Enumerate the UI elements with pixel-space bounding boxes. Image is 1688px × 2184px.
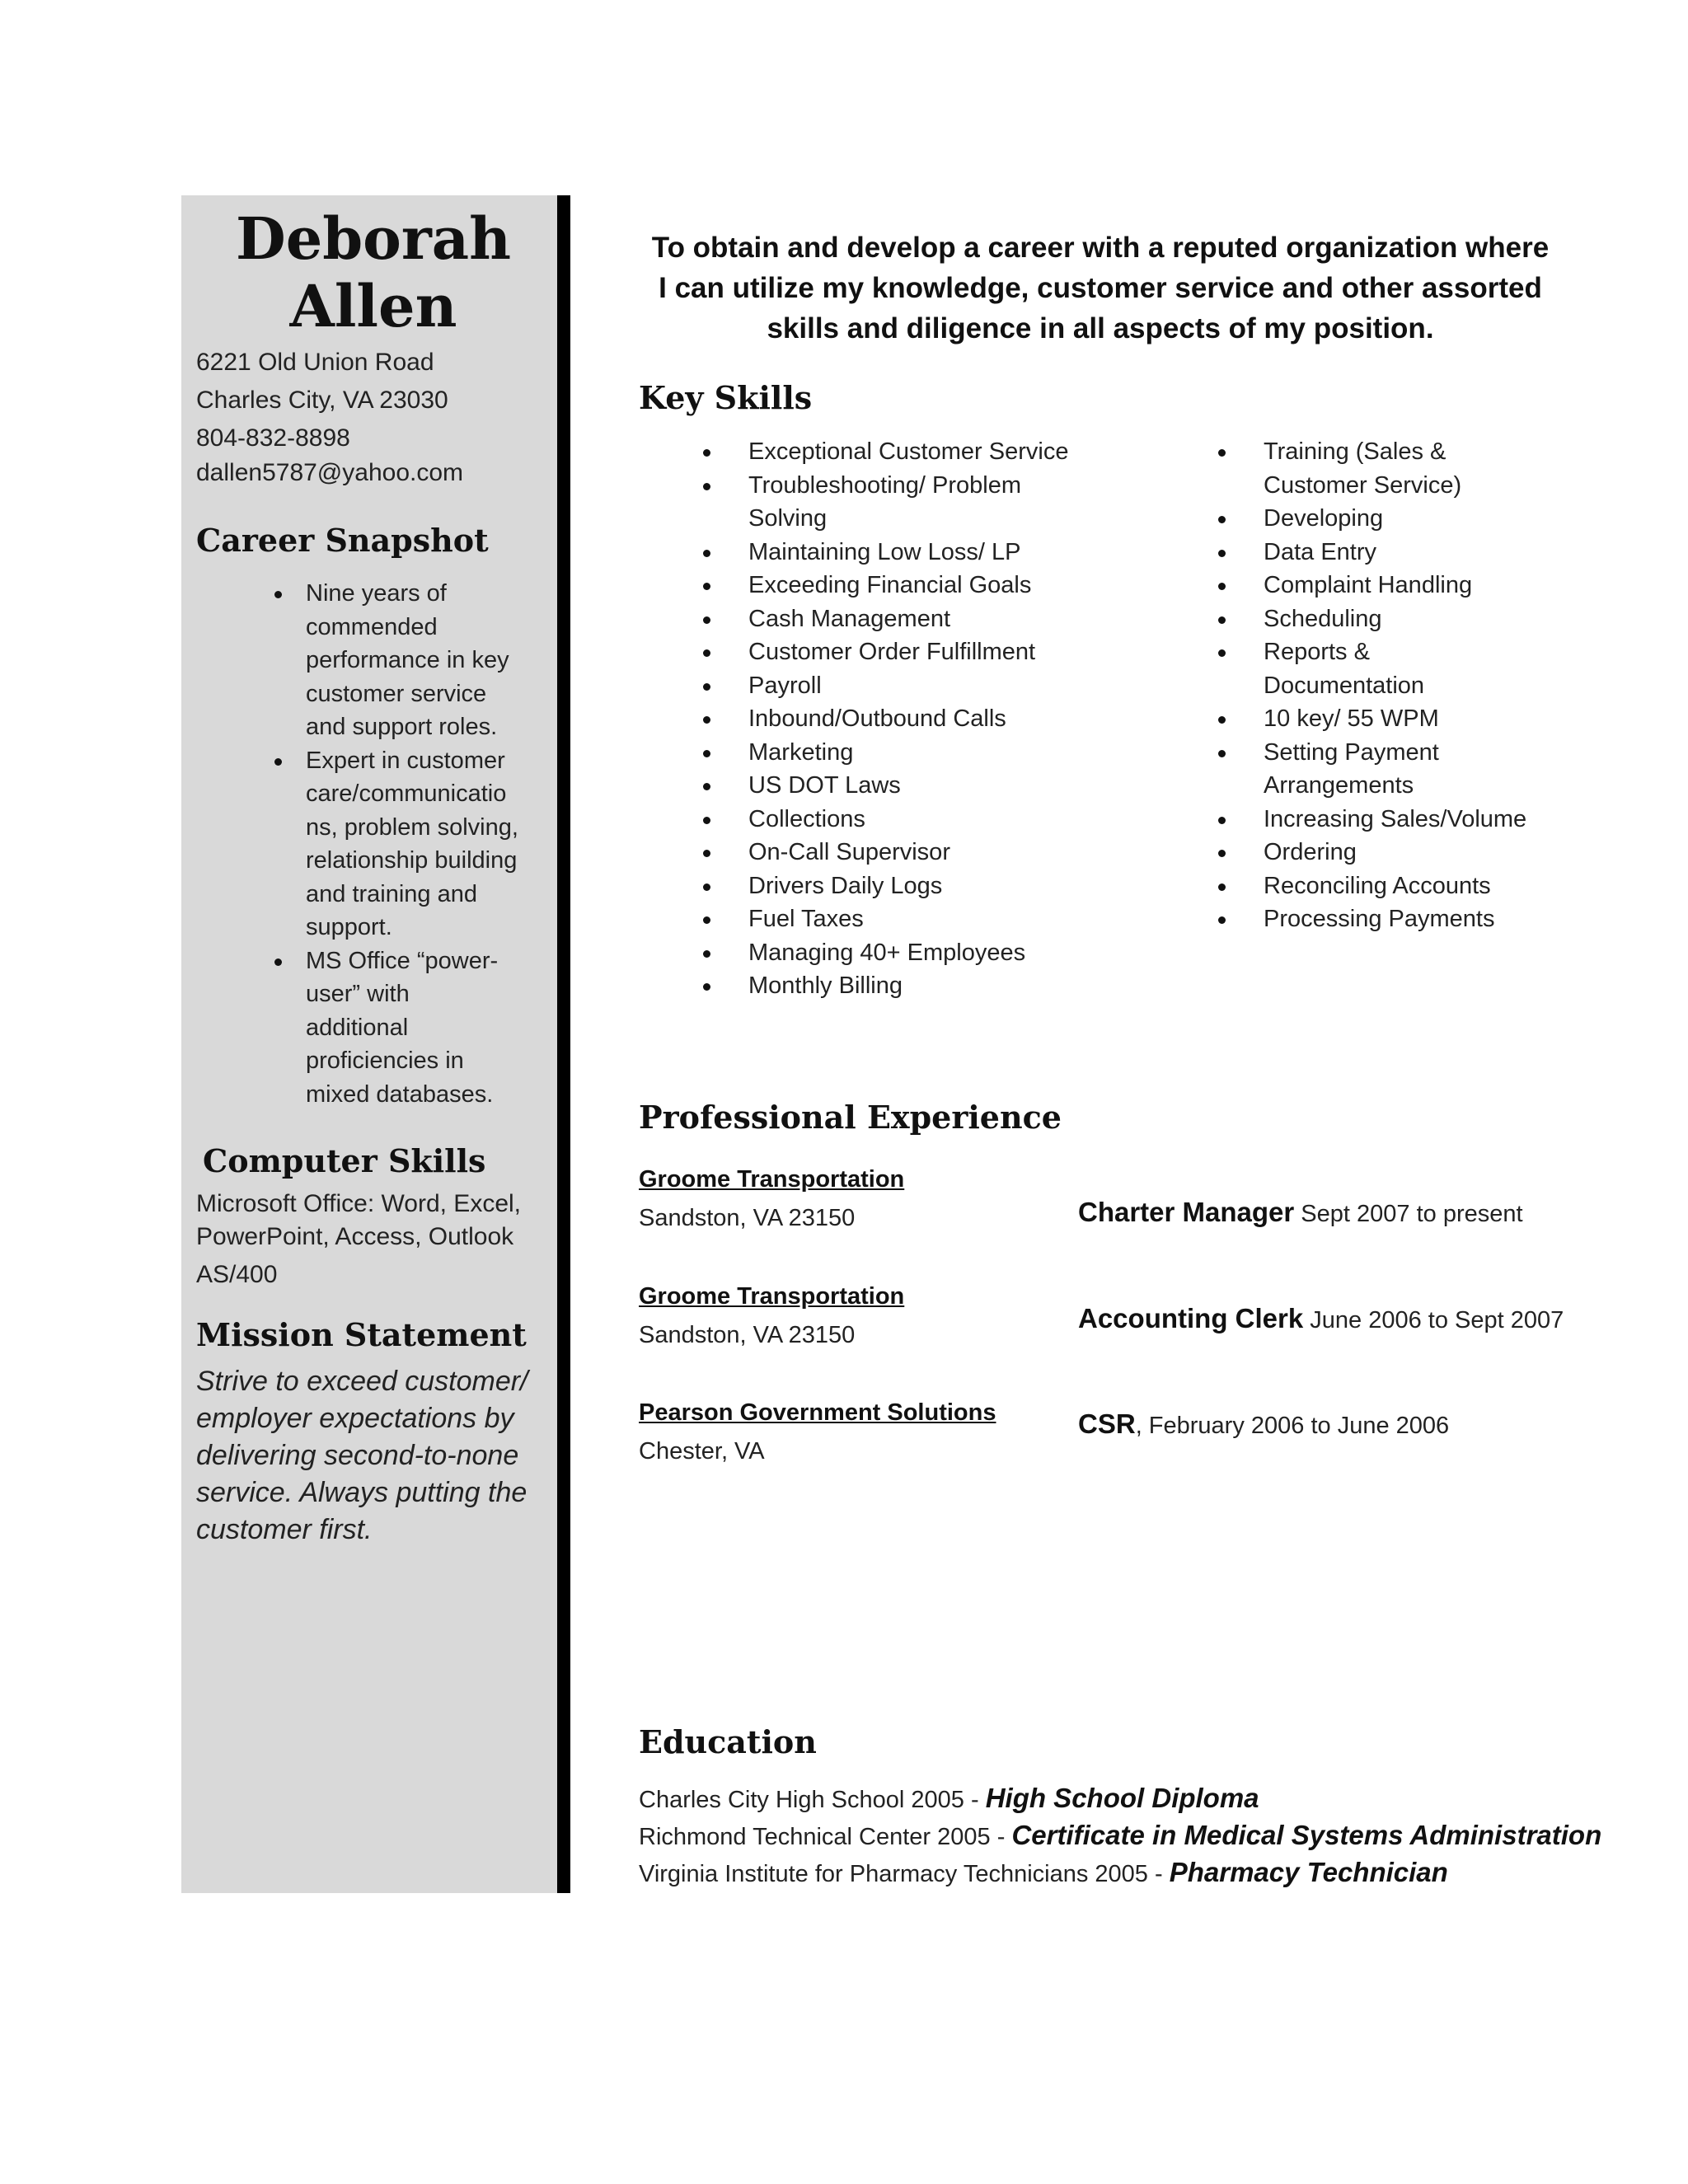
skill-line: Exceeding Financial Goals — [748, 572, 1032, 598]
computer-skills-line: Microsoft Office: Word, Excel, — [196, 1190, 521, 1217]
mission-line: customer first. — [196, 1514, 373, 1545]
skill-item — [1154, 435, 1566, 502]
job-company: Groome Transportation — [639, 1283, 905, 1310]
snapshot-line: and support roles. — [306, 714, 498, 740]
name-last: Allen — [289, 272, 457, 340]
skill-item — [639, 869, 1100, 903]
skill-item — [1154, 869, 1566, 903]
snapshot-line: MS Office “power- — [306, 947, 499, 974]
skill-item — [639, 635, 1100, 669]
sidebar-divider — [557, 195, 570, 1893]
skill-item — [1154, 569, 1566, 602]
school-name: Virginia Institute for Pharmacy Technicians 2005 - — [639, 1861, 1170, 1887]
skill-line: Data Entry — [1264, 538, 1376, 565]
mission-line: service. Always putting the — [196, 1477, 528, 1508]
skill-line: Fuel Taxes — [748, 906, 864, 932]
job-company: Groome Transportation — [639, 1166, 905, 1193]
snapshot-line: Nine years of — [306, 580, 447, 607]
job-location: Chester, VA — [639, 1438, 765, 1465]
sidebar-panel — [181, 195, 559, 1893]
skill-line: Complaint Handling — [1264, 572, 1473, 598]
snapshot-item — [196, 577, 551, 744]
key-skills-col1 — [639, 435, 1100, 1003]
contact-block — [196, 344, 551, 492]
credential: Pharmacy Technician — [1169, 1857, 1448, 1887]
skill-item — [1154, 836, 1566, 869]
skill-line: On-Call Supervisor — [748, 839, 950, 865]
snapshot-line: mixed databases. — [306, 1080, 494, 1108]
snapshot-item — [196, 944, 551, 1112]
job-role — [1078, 1408, 1449, 1440]
skill-line: Troubleshooting/ Problem — [748, 471, 1021, 499]
objective-line: I can utilize my knowledge, customer service and other assorted — [659, 272, 1542, 304]
skill-item — [1154, 502, 1566, 536]
mission-title: Mission Statement — [196, 1316, 527, 1353]
skill-line: Payroll — [748, 672, 822, 699]
school-name: Richmond Technical Center 2005 - — [639, 1824, 1012, 1850]
name-first: Deborah — [235, 204, 511, 273]
snapshot-line: commended — [306, 613, 438, 640]
key-skills-col2 — [1154, 435, 1566, 936]
snapshot-line: support. — [306, 914, 392, 940]
skill-line: Customer Order Fulfillment — [748, 639, 1036, 665]
education-entry — [639, 1820, 1601, 1851]
snapshot-line: and training and — [306, 880, 477, 907]
skill-line: Inbound/Outbound Calls — [748, 705, 1006, 732]
computer-skills-text — [196, 1188, 551, 1291]
job-title: CSR — [1078, 1408, 1136, 1439]
contact-phone: 804-832-8898 — [196, 424, 350, 452]
skill-line: Processing Payments — [1264, 906, 1495, 932]
snapshot-line: relationship building — [306, 847, 518, 874]
skill-line: Reconciling Accounts — [1264, 872, 1491, 899]
skill-item — [1154, 736, 1566, 803]
job-location: Sandston, VA 23150 — [639, 1322, 856, 1348]
skill-item — [639, 536, 1100, 569]
skill-item — [639, 803, 1100, 837]
skill-line: Ordering — [1264, 839, 1357, 865]
skill-line: Increasing Sales/Volume — [1264, 805, 1527, 832]
job-role — [1078, 1197, 1523, 1228]
skill-item — [639, 836, 1100, 869]
mission-line: delivering second-to-none — [196, 1440, 519, 1471]
job-title: Charter Manager — [1078, 1197, 1295, 1227]
skill-line: Training (Sales & — [1264, 438, 1447, 465]
snapshot-line: performance in key — [306, 647, 509, 673]
job-company: Pearson Government Solutions — [639, 1399, 996, 1426]
snapshot-line: additional — [306, 1014, 409, 1041]
education-entry — [639, 1783, 1259, 1814]
mission-line: Strive to exceed customer/ — [196, 1366, 528, 1397]
snapshot-line: proficiencies in — [306, 1047, 464, 1074]
job-dates: , February 2006 to June 2006 — [1135, 1413, 1450, 1439]
skill-line: Exceptional Customer Service — [748, 438, 1069, 465]
skill-item — [639, 936, 1100, 970]
skill-item — [639, 902, 1100, 936]
job-dates: June 2006 to Sept 2007 — [1303, 1307, 1564, 1333]
skill-line: Monthly Billing — [748, 972, 903, 999]
contact-city: Charles City, VA 23030 — [196, 387, 448, 414]
skill-item — [1154, 536, 1566, 569]
skill-line: Maintaining Low Loss/ LP — [748, 538, 1021, 565]
contact-street: 6221 Old Union Road — [196, 349, 434, 376]
career-snapshot-list — [196, 577, 551, 1111]
skill-item — [1154, 635, 1566, 702]
credential: Certificate in Medical Systems Administration — [1011, 1820, 1602, 1850]
skill-item — [639, 702, 1100, 736]
skill-line: Setting Payment — [1264, 738, 1439, 766]
skill-item — [639, 736, 1100, 770]
skill-line: Drivers Daily Logs — [748, 872, 943, 899]
snapshot-item — [196, 744, 551, 944]
skill-item — [1154, 902, 1566, 936]
snapshot-line: user” with — [306, 981, 410, 1007]
snapshot-line: Expert in customer — [306, 747, 505, 774]
experience-title: Professional Experience — [639, 1099, 1062, 1136]
objective-statement — [639, 227, 1562, 349]
objective-line: To obtain and develop a career with a reputed organization where — [651, 232, 1550, 264]
skill-line: Collections — [748, 805, 865, 832]
skill-item — [639, 969, 1100, 1003]
objective-line: skills and diligence in all aspects of my position. — [767, 312, 1434, 344]
credential: High School Diploma — [985, 1783, 1259, 1813]
skill-line: Cash Management — [748, 605, 951, 632]
contact-email: dallen5787@yahoo.com — [196, 459, 464, 486]
skill-line: Arrangements — [1264, 772, 1414, 799]
skill-line: Documentation — [1264, 672, 1425, 699]
candidate-name — [196, 205, 551, 340]
skill-line: Developing — [1264, 505, 1384, 532]
computer-skills-title: Computer Skills — [203, 1142, 486, 1179]
skill-item — [1154, 702, 1566, 736]
job-role — [1078, 1303, 1564, 1334]
mission-line: employer expectations by — [196, 1403, 514, 1434]
snapshot-line: customer service — [306, 680, 487, 707]
career-snapshot-title: Career Snapshot — [196, 522, 489, 559]
skill-item — [639, 602, 1100, 636]
skill-item — [1154, 602, 1566, 636]
skill-line: Customer Service) — [1264, 471, 1462, 499]
snapshot-line: ns, problem solving, — [306, 813, 518, 841]
skill-item — [1154, 803, 1566, 837]
education-title: Education — [639, 1723, 817, 1760]
skill-line: Marketing — [748, 738, 854, 766]
skill-line: Solving — [748, 505, 828, 532]
snapshot-line: care/communicatio — [306, 780, 507, 807]
skill-item — [639, 769, 1100, 803]
skill-item — [639, 669, 1100, 703]
education-entry — [639, 1857, 1448, 1888]
skill-line: Reports & — [1264, 639, 1370, 665]
skill-line: Scheduling — [1264, 605, 1382, 632]
key-skills-title: Key Skills — [639, 379, 813, 416]
computer-skills-line: AS/400 — [196, 1261, 278, 1288]
skill-item — [639, 469, 1100, 536]
job-dates: Sept 2007 to present — [1294, 1201, 1523, 1227]
skill-item — [639, 435, 1100, 469]
skill-line: 10 key/ 55 WPM — [1264, 705, 1439, 732]
skill-item — [639, 569, 1100, 602]
mission-text — [196, 1363, 551, 1549]
skill-line: US DOT Laws — [748, 772, 901, 799]
job-title: Accounting Clerk — [1078, 1303, 1304, 1333]
skill-line: Managing 40+ Employees — [748, 939, 1026, 966]
computer-skills-line: PowerPoint, Access, Outlook — [196, 1223, 514, 1250]
job-location: Sandston, VA 23150 — [639, 1205, 856, 1231]
school-name: Charles City High School 2005 - — [639, 1787, 986, 1813]
